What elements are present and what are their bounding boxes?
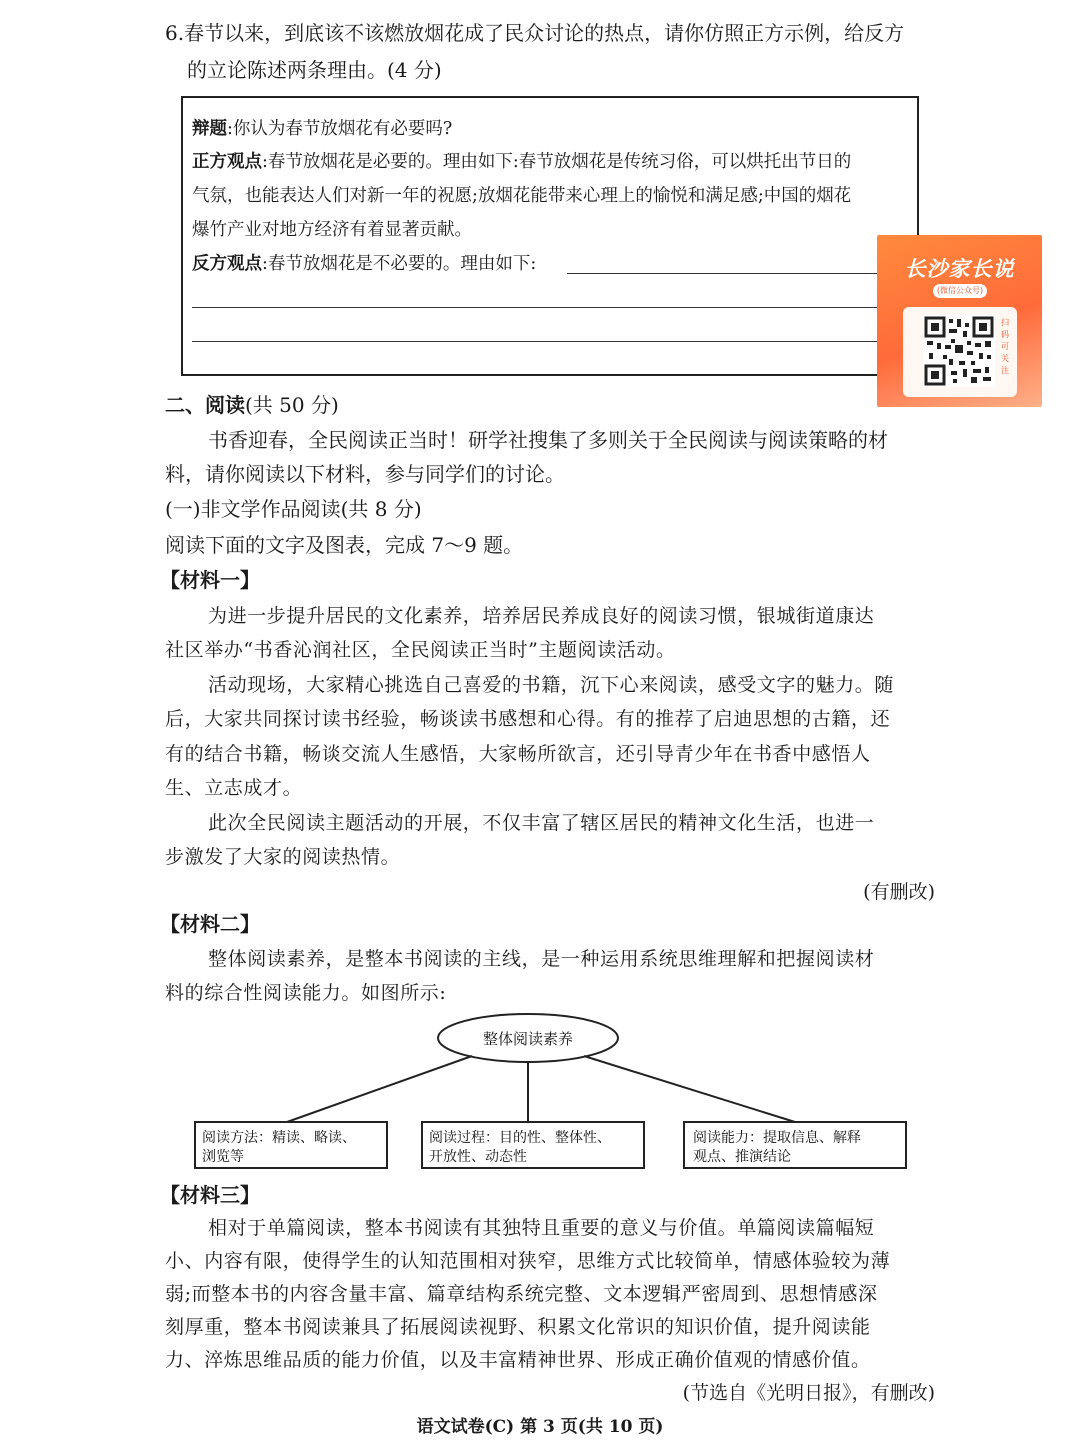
diagram-node-process-line-1: 阅读过程：目的性、整体性、 (429, 1130, 611, 1146)
pro-line-3: 爆竹产业对地方经济有着显著贡献。 (192, 220, 472, 240)
topic-label: 辩题 (192, 119, 227, 139)
reading-literacy-diagram (190, 1012, 910, 1172)
material-3-header: 【材料三】 (160, 1183, 260, 1207)
material-3-line: 相对于单篇阅读，整本书阅读有其独特且重要的意义与价值。单篇阅读篇幅短 (208, 1217, 875, 1239)
material-1-line: 步激发了大家的阅读热情。 (165, 846, 401, 868)
diagram-edge-right (584, 1056, 795, 1122)
con-text: :春节放烟花是不必要的。理由如下: (262, 254, 537, 274)
diagram-node-method-line-1: 阅读方法：精读、略读、 (202, 1130, 356, 1146)
material-2-header: 【材料二】 (160, 912, 260, 936)
pro-line-1: :春节放烟花是必要的。理由如下:春节放烟花是传统习俗，可以烘托出节日的 (262, 152, 852, 172)
material-1-line: 活动现场，大家精心挑选自己喜爱的书籍，沉下心来阅读，感受文字的魅力。随 (208, 674, 895, 696)
material-2-line-1: 整体阅读素养，是整本书阅读的主线，是一种运用系统思维理解和把握阅读材 (208, 948, 875, 970)
qr-badge[interactable] (877, 235, 1042, 407)
topic-text: :你认为春节放烟花有必要吗? (227, 119, 453, 139)
section-2-intro-line-2: 料，请你阅读以下材料，参与同学们的讨论。 (165, 462, 565, 486)
material-3-line: 小、内容有限，使得学生的认知范围相对狭窄，思维方式比较简单，情感体验较为薄 (165, 1250, 891, 1272)
section-2-intro-line-1: 书香迎春，全民阅读正当时！研学社搜集了多则关于全民阅读与阅读策略的材 (208, 428, 888, 452)
material-1-source: (有删改) (863, 881, 935, 903)
debate-box (181, 96, 919, 376)
material-3-source: (节选自《光明日报》，有删改) (682, 1382, 935, 1404)
diagram-node-method-line-2: 浏览等 (202, 1149, 244, 1165)
part-1-title: (一)非文学作品阅读(共 8 分) (165, 497, 422, 521)
qr-side-text: 扫码可关注 (1001, 318, 1009, 375)
con-view (192, 249, 536, 279)
material-1-line: 为进一步提升居民的文化素养，培养居民养成良好的阅读习惯，银城街道康达 (208, 605, 875, 627)
page-footer: 语文试卷(C) 第 3 页(共 10 页) (416, 1417, 664, 1437)
question-6-line-2: 的立论陈述两条理由。(4 分) (187, 58, 442, 82)
debate-topic (192, 114, 452, 144)
diagram-node-ability-line-1: 阅读能力：提取信息、解释 (693, 1130, 861, 1146)
qr-badge-subtitle: (微信公众号) (933, 284, 987, 298)
material-1-line: 有的结合书籍，畅谈交流人生感悟，大家畅所欲言，还引导青少年在书香中感悟人 (165, 743, 871, 765)
material-2-line-2: 料的综合性阅读能力。如图所示: (165, 982, 447, 1004)
material-1-line: 后，大家共同探讨读书经验，畅谈读书感想和心得。有的推荐了启迪思想的古籍，还 (165, 708, 891, 730)
pro-line-2: 气氛，也能表达人们对新一年的祝愿;放烟花能带来心理上的愉悦和满足感;中国的烟花 (192, 186, 852, 206)
diagram-edge-left (287, 1056, 472, 1122)
con-label: 反方观点 (192, 254, 262, 274)
material-1-line: 社区举办“书香沁润社区，全民阅读正当时”主题阅读活动。 (165, 639, 676, 661)
material-1-header: 【材料一】 (160, 568, 260, 592)
material-3-line: 力、淬炼思维品质的能力价值，以及丰富精神世界、形成正确价值观的情感价值。 (165, 1349, 871, 1371)
material-3-line: 刻厚重，整本书阅读兼具了拓展阅读视野、积累文化常识的知识价值，提升阅读能 (165, 1316, 871, 1338)
diagram-node-process-line-2: 开放性、动态性 (429, 1149, 527, 1165)
diagram-root-label: 整体阅读素养 (482, 1030, 574, 1048)
pro-label: 正方观点 (192, 152, 262, 172)
answer-blank-2[interactable] (192, 307, 912, 308)
answer-blank-1[interactable] (567, 273, 912, 274)
pro-view (192, 147, 851, 177)
material-3-line: 弱;而整本书的内容含量丰富、篇章结构系统完整、文本逻辑严密周到、思想情感深 (165, 1283, 878, 1305)
qr-badge-title: 长沙家长说 (904, 257, 1015, 281)
question-6-line-1: 6.春节以来，到底该不该燃放烟花成了民众讨论的热点，请你仿照正方示例，给反方 (165, 21, 905, 45)
material-1-line: 此次全民阅读主题活动的开展，不仅丰富了辖区居民的精神文化生活，也进一 (208, 812, 875, 834)
section-2-heading (165, 388, 339, 422)
qr-card (903, 307, 1017, 397)
section-2-title: 二、阅读 (165, 393, 245, 417)
diagram-node-ability-line-2: 观点、推演结论 (693, 1149, 791, 1165)
qr-code-icon[interactable] (923, 315, 995, 387)
section-2-score: (共 50 分) (245, 393, 339, 417)
answer-blank-3[interactable] (192, 341, 912, 342)
part-1-instruction: 阅读下面的文字及图表，完成 7～9 题。 (165, 533, 524, 557)
material-1-line: 生、立志成才。 (165, 777, 303, 799)
